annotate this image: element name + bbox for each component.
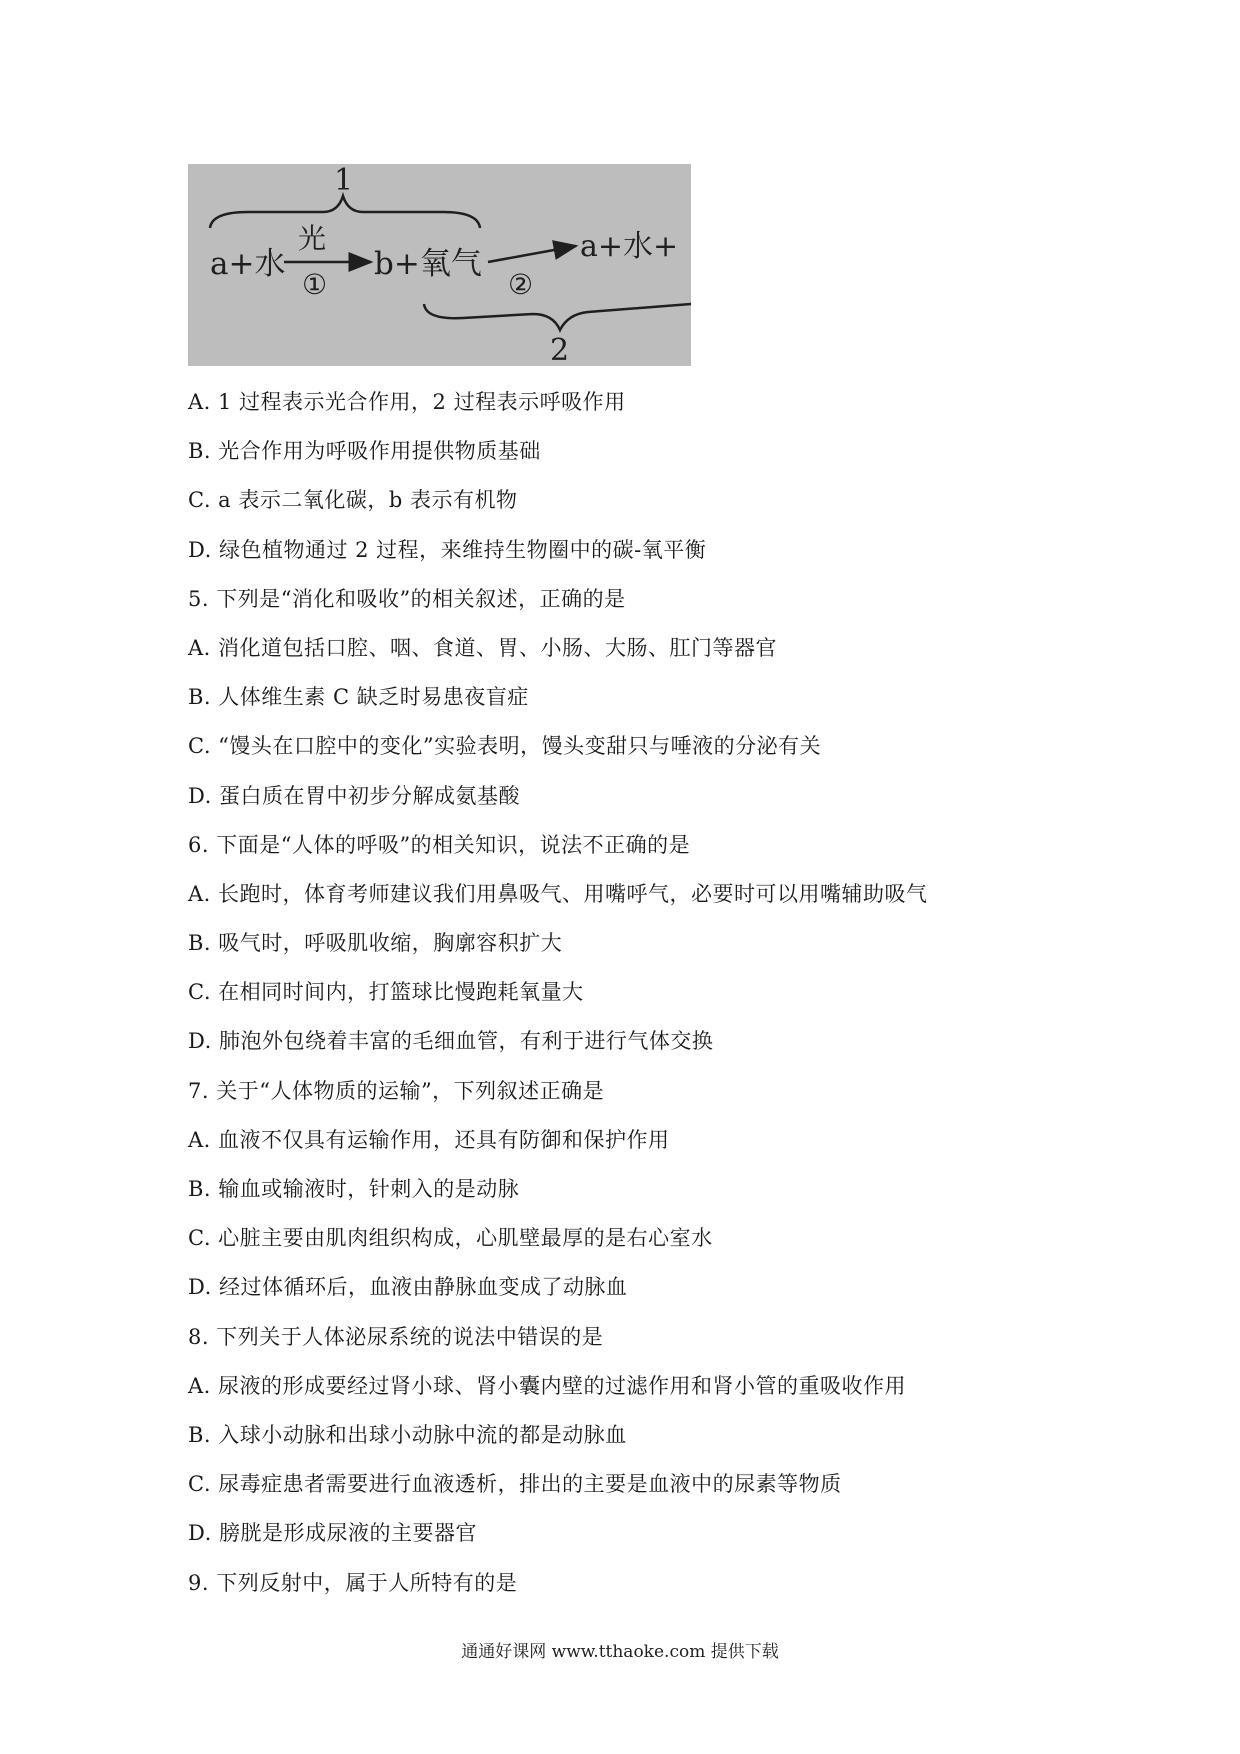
label-2: 2 xyxy=(550,333,570,366)
brace-1 xyxy=(210,196,480,228)
text-line: C. 尿毒症患者需要进行血液透析，排出的主要是血液中的尿素等物质 xyxy=(188,1472,842,1497)
brace-2 xyxy=(424,304,691,330)
text-line: D. 膀胱是形成尿液的主要器官 xyxy=(188,1521,477,1546)
question-stem: 8. 下列关于人体泌尿系统的说法中错误的是 xyxy=(188,1324,604,1349)
left-reactants: a+水 xyxy=(210,246,286,282)
question-stem: 7. 关于“人体物质的运输”，下列叙述正确是 xyxy=(188,1078,605,1103)
label-1: 1 xyxy=(334,164,354,198)
text-line: A. 消化道包括口腔、咽、食道、胃、小肠、大肠、肛门等器官 xyxy=(188,635,778,660)
step-2-marker: ② xyxy=(508,268,534,301)
question-stem: 5. 下列是“消化和吸收”的相关叙述，正确的是 xyxy=(188,586,626,611)
question-stem: 6. 下面是“人体的呼吸”的相关知识，说法不正确的是 xyxy=(188,832,691,857)
text-line: C. “馒头在口腔中的变化”实验表明，馒头变甜只与唾液的分泌有关 xyxy=(188,734,822,759)
text-line: A. 血液不仅具有运输作用，还具有防御和保护作用 xyxy=(188,1127,670,1152)
text-line: A. 长跑时，体育考师建议我们用鼻吸气、用嘴呼气，必要时可以用嘴辅助吸气 xyxy=(188,881,928,906)
text-line: C. a 表示二氧化碳，b 表示有机物 xyxy=(188,488,518,513)
text-line: C. 心脏主要由肌肉组织构成，心肌壁最厚的是右心室水 xyxy=(188,1226,713,1251)
text-line: B. 吸气时，呼吸肌收缩，胸廓容积扩大 xyxy=(188,931,563,956)
text-line: C. 在相同时间内，打篮球比慢跑耗氧量大 xyxy=(188,980,584,1005)
reaction-diagram xyxy=(188,164,691,366)
text-line: B. 人体维生素 C 缺乏时易患夜盲症 xyxy=(188,685,529,710)
text-line: A. 尿液的形成要经过肾小球、肾小囊内壁的过滤作用和肾小管的重吸收作用 xyxy=(188,1373,907,1398)
text-line: D. 绿色植物通过 2 过程，来维持生物圈中的碳-氧平衡 xyxy=(188,537,707,562)
middle-products: b+氧气 xyxy=(374,246,482,282)
step-1-marker: ① xyxy=(302,268,328,301)
question-text xyxy=(188,382,1088,1612)
right-products: a+水+ xyxy=(580,229,679,264)
text-line: A. 1 过程表示光合作用，2 过程表示呼吸作用 xyxy=(188,390,626,414)
question-stem: 9. 下列反射中，属于人所特有的是 xyxy=(188,1570,518,1595)
text-line: D. 蛋白质在胃中初步分解成氨基酸 xyxy=(188,783,520,808)
photosynthesis-respiration-figure xyxy=(188,164,691,366)
text-line: D. 肺泡外包绕着丰富的毛细血管，有利于进行气体交换 xyxy=(188,1029,714,1054)
text-line: D. 经过体循环后，血液由静脉血变成了动脉血 xyxy=(188,1275,628,1300)
text-line: B. 输血或输液时，针刺入的是动脉 xyxy=(188,1177,520,1201)
arrow-2 xyxy=(488,246,576,262)
condition-light: 光 xyxy=(298,222,327,255)
text-line: B. 入球小动脉和出球小动脉中流的都是动脉血 xyxy=(188,1422,627,1447)
page-footer: 通通好课网 www.tthaoke.com 提供下载 xyxy=(461,1642,779,1662)
text-line: B. 光合作用为呼吸作用提供物质基础 xyxy=(188,439,541,464)
